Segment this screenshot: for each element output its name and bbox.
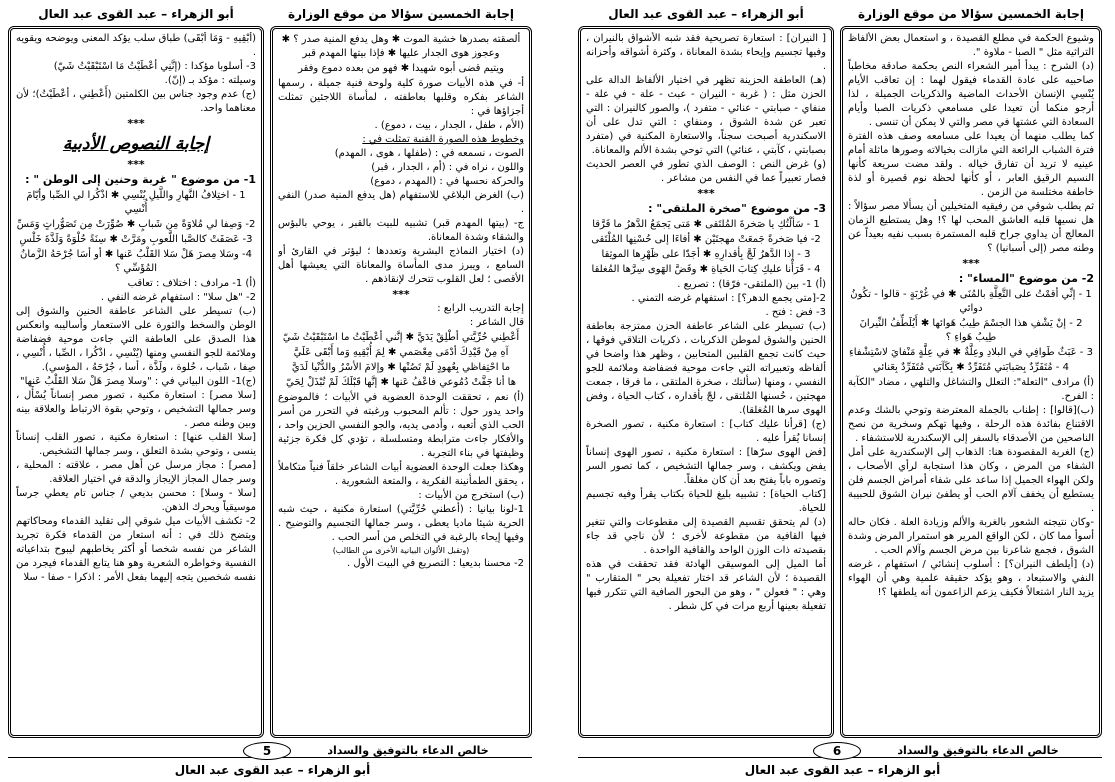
paragraph: (د) [أيلطف النيران؟] : أسلوب إنشائي / استفهام ، غرضه النفي والاستبعاد ، وهو يؤكد حقيقة علمية وهي أن الهواء يزيد النار اشتعالاً فكيف يزعم الزاعمون أنه يلطفها ؟! (848, 559, 1094, 598)
paragraph: أما الميل إلى الموسيقى الهادئة فقد تحققت في هذه القصيدة ؛ لأن الشاعر قد اختار تفعيلة بحر " المتقارب " وهي : " فعولن " ، وهو من البحور الصافية التي تتكرر فيها تفعيلة بعينها أربع مرات في كل شطر . (586, 559, 826, 612)
poem-verse: 2- وَصِفا لي مُلاوَةً مِن شَبابٍ ✱ صُوِّرَتْ مِن تَصَوُّراتٍ وَمَسِّ (16, 219, 256, 230)
poem-verse: ما احْتِفاظي بِعُهودٍ لَمْ تَصُنْها ✱ وإلامَ الأسْرُ والدُّنْيا لَدَيَّ (291, 362, 511, 373)
poem-verse: آهِ مِنْ قَيْدِكَ أدْمَى مِعْصَمي ✱ لِمَ أُبْقِيهِ وَما أَبْقَى عَلَيَّ (293, 347, 509, 358)
underlined-line: وخطوط هذه الصورة الفنية تمثلت في : (362, 134, 524, 145)
section-divider: *** (962, 257, 980, 270)
section-divider: *** (392, 288, 410, 301)
paragraph: (ب) تسيطر على الشاعر عاطفة الحنين والشوق إلى الوطن والسخط والثورة على الاستعمار وأساليبه وانعكس هذا الصدق على العاطفة التي جاءت موحية فضفاضة وملائمة للجو النفسي ومنها (يُنْسِي ، اذْكُرا ، الصِّبا ، أُنْسِي ، صِفا ، شَباب ، حُلوة ، ولَذَّة ، أسا ، جُرْحَهُ ، المؤسي). (16, 306, 256, 373)
page-number: 5 (243, 742, 291, 760)
poem-verse: 2- فيا صَخرةً جَمعَتْ مهجتَيْن ✱ أفاءَا إلى حُسْنِها المُلْتَقى (591, 234, 821, 245)
poem-verse: ها أنا جَفَّتْ دُمُوعي فاعْفُ عَنها ✱ إنَّها قَبْلَكَ لَمْ تُبْذَلْ لِحَيّ (285, 377, 516, 388)
poem-verse: 4 - مُتَفَرِّدٌ بِصَبابَتي مُتَفَرِّدٌ ✱ بِكَآبَتي مُتَفَرِّدٌ بِعَنائي (873, 362, 1069, 373)
paragraph: (ب) الغرض البلاغي للاستفهام (هل يدفع المنية صدر) النفي . (278, 190, 524, 215)
paragraph: كما يطلب منهما أن يعيدا على مسامعه وصف هذه الفترة فترة الشباب الرائعة التي مازالت بخيالاته وصورها ماثلة أمام عينيه لا تريد أن تفارق خياله . ولقد مضت سريعة كأنها النسيم الرقيق العابر ، أو كأنها لحظة نوم قصيرة أو لذة خاطفة مختلسة من الزمن . (848, 131, 1094, 198)
left-column-content (586, 32, 826, 732)
poem-verse: 2 - إنْ يَشْفِ هذا الجسْمَ طِيبُ هَوائها ✱ أَيُلَطِّفُ النِّيرانَ طِيبُ هَواءِ ؟ (859, 318, 1083, 343)
poem-verse: ألصقته بصدرها خشية الموت ✱ وهل يدفع المنية صدر ؟ ✱ وعجوز هوى الجدار عليها ✱ فإذا بيتها المهدم قبر (281, 34, 521, 59)
paragraph: (ب) استخرج من الأبيات : (418, 490, 524, 501)
paragraph: 2-[متى يجمع الدهر؟] : استفهام غرضه التمني . (631, 293, 826, 304)
paragraph: (أ) نعم ، تحققت الوحدة العضوية في الأبيات ؛ فالموضوع واحد يدور حول : تألم المحبوب ورغبته في التحرر من أسر الحب الذي أتعبه ، وأدمى يديه، والجو النفسي الحزين واحد ، والأفكار جاءت مترابطة ومتسلسلة ، تؤدي كل فكرة جزئية وظيفتها في بناء التجربة . (278, 392, 524, 459)
paragraph: (ج) عدم وجود جناس بين الكلمتين (أَعْطِني ، أعْطَيْتُ)؛ لأن معناهما واحد. (16, 89, 256, 114)
paragraph: إجابة التدريب الرابع : (437, 303, 524, 314)
paragraph: [فض الهوى سرّها] : استعارة مكنية ، تصور الهوى إنساناً يفض ويكشف ، وسر جمالها التشخيص ، كما تصور السر وتصوره باباً يفتح بعد أن كان مغلقاً. (586, 447, 826, 486)
poem-verse: 4 - قَرَأْنا عليكِ كِتابَ الحَياةِ ✱ وفَضَّ الهَوى سِرَّها المُغلقا (591, 264, 821, 275)
paragraph: 2- تكشف الأبيات ميل شوقي إلى تقليد القدماء ومحاكاتهم ويتضح ذلك في : أنه استعار من القدماء فكرة تجريد الشاعر من نفسه شخصا أو أكثر يخاطبهم ليبوح بتداعياته النفسية وخواطره الشعرية وهو هنا يتابع القدماء فيجرد من نفسه شخصين يتجه إليهما بفعل الأمر : اذكرا - صفا - سلا (16, 516, 256, 583)
paragraph: (هـ) العاطفة الحزينة تظهر في اختيار الألفاظ الدالة على الحزن مثل : ( غربة - النيران - عبث - علة - في علة - منفاي - صبابتي - عنائي - متفرد )، والصور كالنيران : التي تعبر عن شدة الشوق ، ومنفاي : التي تدل على أن الاسكندرية أصبحت سجناً، والاستعارة المكنية في (متفرد بصبابتي ، كآبتي ، عنائي) التي توحي بشدة الألم والمعاناة. (586, 75, 826, 156)
topic-heading: 3- من موضوع "صخرة الملتقى" : (648, 202, 826, 215)
poem-verse: 1 - سَألْتُكِ يا صَخرةَ المُلتَقى ✱ مَتى يَجمَعُ الدَّهرُ ما فَرَّقا (592, 219, 820, 230)
poem-verse: 1 - إنِّي أقمْتُ على التَّعِلَّةِ بالمُنَى ✱ في غُرْبَةٍ - قالوا - تكُونُ دوائي (850, 289, 1092, 314)
paragraph: (أبْقِيهِ - وَمَا أَبْقَى) طباق سلب يؤكد المعنى ويوضحه ويقويه . (16, 33, 256, 58)
page-footer-author: أبو الزهراء – عبد القوى عبد العال (174, 763, 371, 777)
left-column-content (16, 32, 256, 732)
page-5 (0, 0, 545, 782)
poem-verse: 3- عَصَفَتْ كالصَّبا اللَّعوبِ ومَرَّتْ ✱ سِنَةً حُلْوَةً وَلَذَّةَ خَلْسِ (19, 234, 253, 245)
left-column (8, 26, 264, 738)
paragraph: 2- "هل سلا" : استفهام غرضه النفي . (100, 292, 256, 303)
paragraph: وشيوع الحكمة في مطلع القصيدة ، و استعمال بعض الألفاظ التراثية مثل " الصبا - ملاوة ". (848, 33, 1094, 58)
paragraph: 1-لونا بيانيا : (أعطني حُرِّيَّتي) استعارة مكنية ، حيث شبه الحرية شيئا ماديا يعطى ، وسر جمالها التجسيم والتوضيح . وفيها إيحاء بالرغبة في التخلص من أسر الحب . (278, 504, 524, 543)
poem-verse: أَعْطِني حُرِّيَّتي أطْلِقْ يَدَيَّ ✱ إنَّني أعْطَيْتُ ما اسْتَبْقَيْتُ شَيّ (282, 332, 520, 343)
poem-verse: 1 - اختِلافُ النَّهارِ واللَّيلِ يُنْسِي ✱ اذْكُرا لي الصِّبا وأيّامَ أُنْسِي (26, 190, 246, 215)
paragraph: [سلا - وسلا] : محسن بديعي / جناس تام يعطي جرساً موسيقياً ويحرك الذهن. (16, 488, 256, 513)
paragraph: [سلا مصر] : استعارة مكنية ، تصور مصر إنساناً يُسْأَل ، وسر جمالها التشخيص ، وتوحي بقوة الارتباط والعلاقة بينه وبين وطنه مصر . (16, 390, 256, 429)
paragraph: 3- أسلوبا مؤكدا : (إنَّنِي أعْطَيْتُ مَا اسْتَبْقَيْتُ شَيّ) (53, 61, 256, 72)
paragraph: [كتاب الحياة] : تشبيه بليغ للحياة بكتاب يقرأ وفيه تجسيم للحياة. (586, 489, 826, 514)
right-column (840, 26, 1102, 738)
paragraph: وهكذا جعلت الوحدة العضوية أبيات الشاعر خلقاً فنياً متكاملاً ، يحقق الطمأنينة الفكرية ، والمتعة الشعورية . (278, 462, 524, 487)
paragraph: [مصر] : مجاز مرسل عن أهل مصر ، علاقته : المحلية ، وسر جمال المجاز الإيجاز والدقة في اختيار العلاقة. (16, 460, 256, 485)
right-column (270, 26, 532, 738)
paragraph: 2- محسنا بديعيا : التصريع في البيت الأول . (347, 558, 524, 569)
paragraph: (ب) تسيطر على الشاعر عاطفة الحزن ممتزجة بعاطفة الحنين والشوق لموطن الذكريات ، ذكريات التلاقي فوقها ، حيث كانت تجمع القلبين المتحابين ، وظهر هذا واضحا في ألفاظه وتعبيراته التي جاءت موحية فضفاضة وملائمة للجو النفسي ، ومنها (سألتك ، صخرة الملتقى ، ما فرقا ، جمعت مهجتين ، حُسنها المُلتقى ، لجّ بأقداره ، كتاب الحياة ، وفض الهوى سرها المُغلقا). (586, 321, 826, 416)
closing-line: خالص الدعاء بالتوفيق والسداد (897, 744, 1059, 757)
paragraph: واللون ، نراه في : (أم ، الجدار ، قبر) (371, 162, 524, 173)
paragraph: الصوت ، نسمعه في : (طفلها ، هوى ، المهدم) (334, 148, 524, 159)
paragraph: (ج) [قرأنا عليك كتاب] : استعارة مكنية ، تصور الصخرة إنسانا يُقرأ عليه . (586, 419, 826, 444)
paragraph: (د) لم يتحقق تقسيم القصيدة إلى مقطوعات والتي تتغير فيها القافية من مقطوعة لأخرى ؛ لأن ناجي قد جاء بقصيدته ذات الوزن الواحد والقافية الواحدة . (586, 517, 826, 556)
paragraph: (أ) مرادف "التعلة": التعلل والتشاغل والتلهي ، مضاد "الكآبة : الفرح. (848, 377, 1094, 402)
left-column (578, 26, 834, 738)
section-divider: *** (697, 187, 715, 200)
paragraph: (د) اختيار النماذج البشرية وتعددها ؛ ليؤثر في القارئ أو السامع ، ويبرز مدى المأساة والمعاناة التي يعيشها أهل الأقصى ؛ لعل القلوب تتحرك لإنقاذهم . (278, 246, 524, 285)
note-line: (وتقبل الألوان البيانية الأخرى من الطالب) (332, 546, 470, 555)
paragraph: [ النيران] : استعارة تصريحية فقد شبه الأشواق بالنيران ، وفيها تجسيم وإيحاء بشدة المعاناة ، وكثرة أشواقه وأحزانه . (586, 33, 826, 72)
paragraph: قال الشاعر : (469, 317, 524, 328)
right-column-content (848, 32, 1094, 732)
right-column-content (278, 32, 524, 732)
section-title: إجابة النصوص الأدبية (62, 134, 210, 154)
paragraph: 3- فض : فتح . (765, 307, 826, 318)
page-header-author: أبو الزهراء – عبد القوى عبد العال (608, 7, 804, 21)
closing-line: خالص الدعاء بالتوفيق والسداد (327, 744, 489, 757)
section-divider: *** (127, 158, 145, 171)
topic-heading: 1- من موضوع " غربة وحنين إلى الوطن " : (25, 173, 256, 186)
paragraph: وسيلته : مؤكد بـ (إنّ). (164, 75, 256, 86)
paragraph: -وكان نتيجته الشعور بالغربة والألم وزيادة العلة . فكان حاله أسوأ مما كان ، لكن الواقع المرير هو استمرار المرض وشدة الشوق ، فجمع شاعرنا بين مرض الجسم وآلام الحب . (848, 517, 1094, 556)
paragraph: ثم يطلب شوقي من رفيقيه المتخيلين أن يسألا مصر سؤالاً : هل نسيها قلبه العاشق المحب لها ؟! وهل يستطيع الزمان المعالج أن يداوي جراح قلبه المستمرة بسبب نفيه بعيداً عن وطنه مصر (إلى أسبانيا) ؟ (848, 201, 1094, 254)
paragraph: (أ) 1- بين (الملتقى- فرّقا) : تصريع . (677, 279, 826, 290)
paragraph: (ج) الغربة المقصودة هنا: الذهاب إلى الإسكندرية على أمل الشفاء من المرض ، وكان هذا استجابة لرأي الأصحاب ، ولكن الهواء الجميل إذا ساعد على شفاء أمراض الجسم فلن يستطيع أن يخفف آلام الحب أو يطفئ نيران الشوق للحبيبة . (848, 447, 1094, 514)
paragraph: ج- (بيتها المهدم قبر) تشبيه للبيت بالقبر ، يوحي بالبؤس والشقاء وشدة المعاناة. (278, 218, 524, 243)
paragraph: (د) الشرح : يبدأ أمير الشعراء النص بحكمة صادقة مخاطباً صاحبيه على عادة القدماء فيقول لهما : إن تعاقب الأيام يُنْسِي الإنسان الأحداث الماضية والذكريات الجميلة ، لذا أرجو منكما أن تعيدا على مسامعي ذكريات الصبا وأيام السعادة التي عشتها في مصر والتي لا يمكن أن تنسى . (848, 61, 1094, 128)
page-number: 6 (813, 742, 861, 760)
paragraph: (و) غرض النص : الوصف الذي تطور في العصر الحديث فصار تعبيراً عما في النفس من مشاعر . (586, 159, 826, 184)
section-divider: *** (127, 117, 145, 130)
poem-verse: 4- وسَلا مِصرَ هَلْ سَلا القَلْبُ عَنها ✱ أو أسَا جُرْحَهُ الزَّمانُ المُؤَسِّي ؟ (19, 249, 253, 274)
paragraph: (ب)[قالوا] : إطناب بالجملة المعترضة وتوحي بالشك وعدم الاقتناع بفائدة هذه الرحلة ، وفيها تهكم وسخرية من نصح الناصحين من الأصدقاء بالسفر إلى الإسكندرية للاستشفاء . (848, 405, 1094, 444)
paragraph: (ج)1- اللون البياني في : "وسلا مِصرَ هَلْ سَلا القَلْبُ عَنها" (20, 376, 256, 387)
topic-heading: 2- من موضوع "المساء" : (958, 272, 1094, 285)
page-6 (570, 0, 1115, 782)
page-footer-author: أبو الزهراء – عبد القوى عبد العال (744, 763, 941, 777)
poem-verse: 3 - إذا الدَّهرُ لَجَّ بِأقدارِهِ ✱ أجَدّا على ظَهْرِها الموثِقا (601, 249, 811, 260)
paragraph: [سلا القلب عنها] : استعارة مكنية ، تصور القلب إنساناً ينسى ، وتوحي بشدة التعلق ، وسر جمالها التشخيص. (16, 432, 256, 457)
paragraph: (أ) 1- مرادف : اختلاف : تعاقب (127, 278, 256, 289)
page-header-title: إجابة الخمسين سؤالا من موقع الوزارة (858, 7, 1084, 21)
page-header-title: إجابة الخمسين سؤالا من موقع الوزارة (288, 7, 514, 21)
paragraph: والحركة نحسها في : (المهدم ، دموع) (370, 176, 524, 187)
page-header-author: أبو الزهراء – عبد القوى عبد العال (38, 7, 234, 21)
paragraph: (الأم ، طفل ، الجدار ، بيت ، دموع) . (374, 120, 524, 131)
poem-verse: 3 - عَبَثٌ طَوافِي في البلادِ وعِلَّةٌ ✱ في عِلَّةٍ مَنْفايَ لاسْتِشْفاءِ (849, 347, 1093, 358)
paragraph: أ- في هذه الأبيات صورة كلية ولوحة فنية جميلة ، رسمها الشاعر بفكره وقلبها بعاطفته ، لمأساة اللاجئين تمثلت أجزاؤها في : (278, 78, 524, 117)
poem-verse: ويتيم قضى أبوه شهيدا ✱ فهو من بعده دموع وفقر (298, 63, 504, 74)
